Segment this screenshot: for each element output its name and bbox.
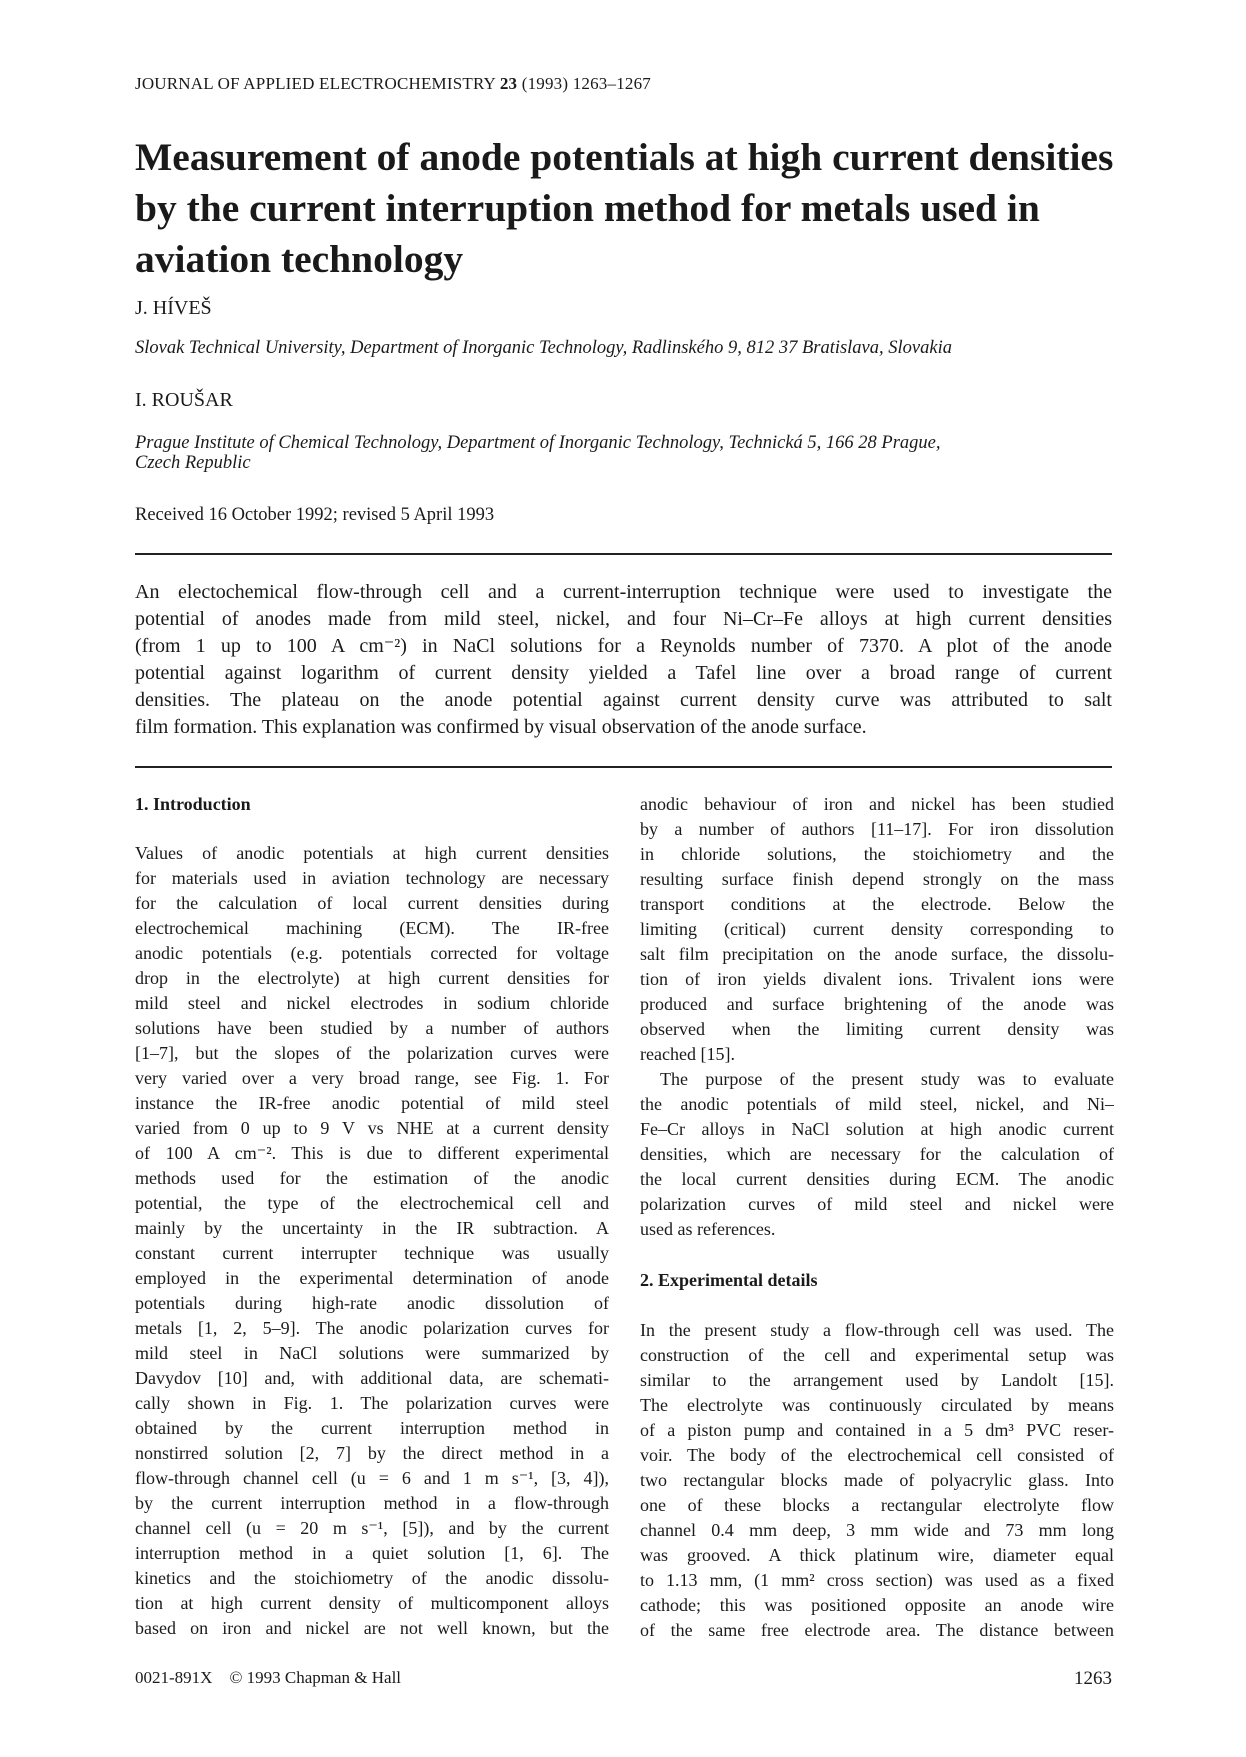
text-line: very varied over a very broad range, see Fig. 1. For bbox=[135, 1068, 609, 1088]
text-line: drop in the electrolyte) at high current densities for bbox=[135, 968, 609, 988]
text-line: in chloride solutions, the stoichiometry and the bbox=[640, 844, 1114, 864]
text-line: was grooved. A thick platinum wire, diameter equal bbox=[640, 1545, 1114, 1565]
author-name: J. HÍVEŠ bbox=[135, 297, 212, 319]
journal-name: JOURNAL OF APPLIED ELECTROCHEMISTRY bbox=[135, 74, 496, 93]
text-line: An electochemical flow-through cell and a current-interruption technique were used to investigate the bbox=[135, 581, 1112, 603]
text-line: anodic potentials (e.g. potentials corrected for voltage bbox=[135, 943, 609, 963]
text-line: observed when the limiting current density was bbox=[640, 1019, 1114, 1039]
journal-year-pages: (1993) 1263–1267 bbox=[521, 74, 651, 93]
author-affiliation bbox=[135, 433, 1125, 473]
affiliation-line: Prague Institute of Chemical Technology, Department of Inorganic Technology, Technická 5, 166 28 Prague, bbox=[135, 433, 941, 453]
text-line: nonstirred solution [2, 7] by the direct method in a bbox=[135, 1443, 609, 1463]
text-line: by the current interruption method in a flow-through bbox=[135, 1493, 609, 1513]
text-line: instance the IR-free anodic potential of mild steel bbox=[135, 1093, 609, 1113]
text-line: In the present study a flow-through cell was used. The bbox=[640, 1320, 1114, 1340]
journal-header bbox=[135, 74, 651, 94]
text-line: interruption method in a quiet solution [1, 6]. The bbox=[135, 1543, 609, 1563]
text-line: produced and surface brightening of the anode was bbox=[640, 994, 1114, 1014]
section-heading-introduction: 1. Introduction bbox=[135, 794, 251, 814]
text-line: mild steel and nickel electrodes in sodium chloride bbox=[135, 993, 609, 1013]
text-line: constant current interrupter technique was usually bbox=[135, 1243, 609, 1263]
text-line: polarization curves of mild steel and nickel were bbox=[640, 1194, 1114, 1214]
copyright: © 1993 Chapman & Hall bbox=[229, 1668, 402, 1687]
right-column-text bbox=[640, 792, 1114, 1242]
text-line: [1–7], but the slopes of the polarization curves were bbox=[135, 1043, 609, 1063]
text-line: Fe–Cr alloys in NaCl solution at high anodic current bbox=[640, 1119, 1114, 1139]
experimental-text bbox=[640, 1318, 1114, 1643]
text-line: for the calculation of local current densities during bbox=[135, 893, 609, 913]
text-line: Values of anodic potentials at high current densities bbox=[135, 843, 609, 863]
divider bbox=[135, 553, 1112, 555]
text-line: varied from 0 up to 9 V vs NHE at a current density bbox=[135, 1118, 609, 1138]
divider bbox=[135, 766, 1112, 768]
text-line: The electrolyte was continuously circulated by means bbox=[640, 1395, 1114, 1415]
text-line: densities. The plateau on the anode potential against current density curve was attributed to salt bbox=[135, 689, 1112, 711]
text-line: electrochemical machining (ECM). The IR-free bbox=[135, 918, 609, 938]
title-line: by the current interruption method for metals used in bbox=[135, 186, 1040, 230]
text-line: metals [1, 2, 5–9]. The anodic polarization curves for bbox=[135, 1318, 609, 1338]
text-line: The purpose of the present study was to evaluate bbox=[660, 1069, 1114, 1089]
text-line: potentials during high-rate anodic dissolution of bbox=[135, 1293, 609, 1313]
text-line: potential of anodes made from mild steel, nickel, and four Ni–Cr–Fe alloys at high current densities bbox=[135, 608, 1112, 630]
text-line: anodic behaviour of iron and nickel has been studied bbox=[640, 794, 1114, 814]
text-line: to 1.13 mm, (1 mm² cross section) was used as a fixed bbox=[640, 1570, 1114, 1590]
text-line: tion of iron yields divalent ions. Trivalent ions were bbox=[640, 969, 1114, 989]
text-line: mainly by the uncertainty in the IR subtraction. A bbox=[135, 1218, 609, 1238]
page-number: 1263 bbox=[1074, 1668, 1112, 1689]
text-line: similar to the arrangement used by Landolt [15]. bbox=[640, 1370, 1114, 1390]
text-line: channel cell (u = 20 m s⁻¹, [5]), and by the current bbox=[135, 1518, 609, 1538]
text-line: obtained by the current interruption method in bbox=[135, 1418, 609, 1438]
text-line: employed in the experimental determination of anode bbox=[135, 1268, 609, 1288]
paper-title bbox=[135, 132, 1125, 285]
text-line: solutions have been studied by a number of authors bbox=[135, 1018, 609, 1038]
text-line: of a piston pump and contained in a 5 dm³ PVC reser- bbox=[640, 1420, 1114, 1440]
text-line: densities, which are necessary for the calculation of bbox=[640, 1144, 1114, 1164]
text-line: flow-through channel cell (u = 6 and 1 m s⁻¹, [3, 4]), bbox=[135, 1468, 609, 1488]
text-line: one of these blocks a rectangular electrolyte flow bbox=[640, 1495, 1114, 1515]
text-line: reached [15]. bbox=[640, 1044, 735, 1064]
text-line: potential, the type of the electrochemical cell and bbox=[135, 1193, 609, 1213]
text-line: transport conditions at the electrode. Below the bbox=[640, 894, 1114, 914]
title-line: aviation technology bbox=[135, 237, 464, 281]
text-line: channel 0.4 mm deep, 3 mm wide and 73 mm long bbox=[640, 1520, 1114, 1540]
journal-volume: 23 bbox=[499, 74, 518, 93]
text-line: potential against logarithm of current density yielded a Tafel line over a broad range of current bbox=[135, 662, 1112, 684]
text-line: voir. The body of the electrochemical cell consisted of bbox=[640, 1445, 1114, 1465]
left-column-text bbox=[135, 841, 609, 1641]
text-line: for materials used in aviation technology are necessary bbox=[135, 868, 609, 888]
text-line: kinetics and the stoichiometry of the anodic dissolu- bbox=[135, 1568, 609, 1588]
affiliation-line: Czech Republic bbox=[135, 453, 251, 473]
text-line: film formation. This explanation was confirmed by visual observation of the anode surface. bbox=[135, 716, 867, 738]
author-name: I. ROUŠAR bbox=[135, 389, 233, 411]
text-line: methods used for the estimation of the anodic bbox=[135, 1168, 609, 1188]
text-line: used as references. bbox=[640, 1219, 776, 1239]
abstract bbox=[135, 579, 1112, 741]
text-line: by a number of authors [11–17]. For iron dissolution bbox=[640, 819, 1114, 839]
text-line: of 100 A cm⁻². This is due to different experimental bbox=[135, 1143, 609, 1163]
text-line: based on iron and nickel are not well known, but the bbox=[135, 1618, 609, 1638]
text-line: two rectangular blocks made of polyacrylic glass. Into bbox=[640, 1470, 1114, 1490]
footer-left bbox=[135, 1668, 401, 1688]
issn-code: 0021-891X bbox=[135, 1668, 213, 1687]
text-line: salt film precipitation on the anode surface, the dissolu- bbox=[640, 944, 1114, 964]
text-line: of the same free electrode area. The distance between bbox=[640, 1620, 1114, 1640]
text-line: limiting (critical) current density corresponding to bbox=[640, 919, 1114, 939]
section-heading-experimental: 2. Experimental details bbox=[640, 1270, 818, 1290]
received-dates: Received 16 October 1992; revised 5 April 1993 bbox=[135, 505, 495, 525]
text-line: mild steel in NaCl solutions were summarized by bbox=[135, 1343, 609, 1363]
text-line: (from 1 up to 100 A cm⁻²) in NaCl solutions for a Reynolds number of 7370. A plot of the anode bbox=[135, 635, 1112, 657]
text-line: cally shown in Fig. 1. The polarization curves were bbox=[135, 1393, 609, 1413]
author-affiliation: Slovak Technical University, Department of Inorganic Technology, Radlinského 9, 812 37 Bratislava, Slovakia bbox=[135, 338, 952, 358]
text-line: the local current densities during ECM. The anodic bbox=[640, 1169, 1114, 1189]
text-line: cathode; this was positioned opposite an anode wire bbox=[640, 1595, 1114, 1615]
text-line: construction of the cell and experimental setup was bbox=[640, 1345, 1114, 1365]
text-line: Davydov [10] and, with additional data, are schemati- bbox=[135, 1368, 609, 1388]
text-line: tion at high current density of multicomponent alloys bbox=[135, 1593, 609, 1613]
text-line: the anodic potentials of mild steel, nickel, and Ni– bbox=[640, 1094, 1114, 1114]
text-line: resulting surface finish depend strongly on the mass bbox=[640, 869, 1114, 889]
title-line: Measurement of anode potentials at high current densities bbox=[135, 135, 1114, 179]
